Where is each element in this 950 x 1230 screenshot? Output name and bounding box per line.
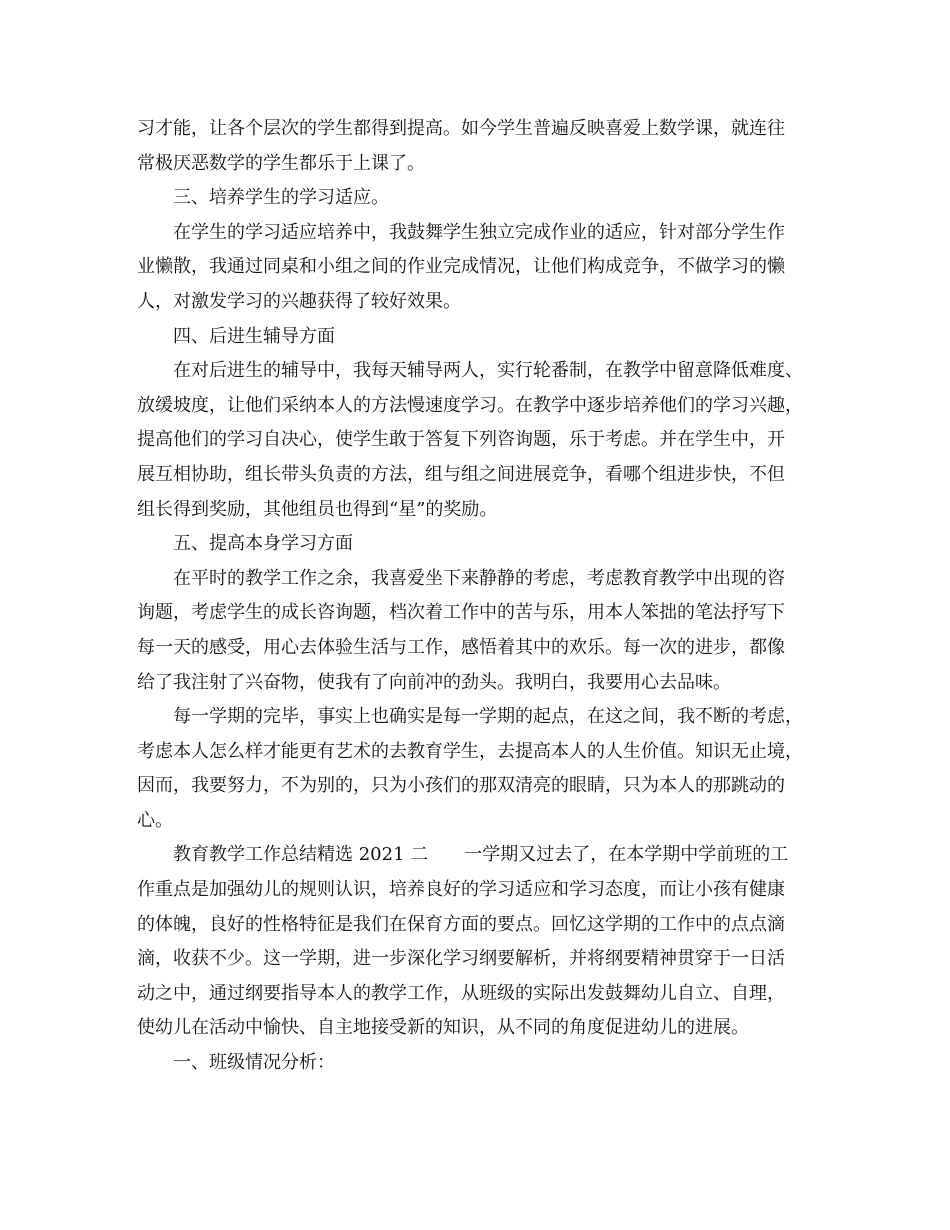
- text-line: 提高他们的学习自决心，使学生敢于答复下列咨询题，乐于考虑。并在学生中，开: [137, 429, 785, 451]
- text-line: 一、班级情况分析：: [173, 1052, 335, 1074]
- text-line: 在学生的学习适应培养中，我鼓舞学生独立完成作业的适应，针对部分学生作: [173, 221, 785, 243]
- text-line: 心。: [137, 809, 173, 831]
- text-line: 放缓坡度，让他们采纳本人的方法慢速度学习。在教学中逐步培养他们的学习兴趣，: [137, 394, 803, 416]
- text-line: 业懒散，我通过同桌和小组之间的作业完成情况，让他们构成竞争，不做学习的懒: [137, 256, 785, 278]
- text-line: 在对后进生的辅导中，我每天辅导两人，实行轮番制，在教学中留意降低难度、: [173, 360, 803, 382]
- text-line: 四、后进生辅导方面: [173, 325, 335, 347]
- text-line: 因而，我要努力，不为别的，只为小孩们的那双清亮的眼睛，只为本人的那跳动的: [137, 775, 785, 797]
- text-line: 使幼儿在活动中愉快、自主地接受新的知识，从不同的角度促进幼儿的进展。: [137, 1017, 749, 1039]
- text-line: 在平时的教学工作之余，我喜爱坐下来静静的考虑，考虑教育教学中出现的咨: [173, 567, 785, 589]
- text-line: 给了我注射了兴奋物，使我有了向前冲的劲头。我明白，我要用心去品味。: [137, 671, 731, 693]
- text-line: 常极厌恶数学的学生都乐于上课了。: [137, 152, 425, 174]
- text-line: 教育教学工作总结精选 2021 二 一学期又过去了，在本学期中学前班的工: [173, 844, 789, 866]
- text-line: 询题，考虑学生的成长咨询题，档次着工作中的苦与乐，用本人笨拙的笔法抒写下: [137, 602, 785, 624]
- text-line: 习才能，让各个层次的学生都得到提高。如今学生普遍反映喜爱上数学课，就连往: [137, 118, 785, 139]
- text-line: 考虑本人怎么样才能更有艺术的去教育学生，去提高本人的人生价值。知识无止境，: [137, 740, 803, 762]
- text-line: 作重点是加强幼儿的规则认识，培养良好的学习适应和学习态度，而让小孩有健康: [137, 879, 785, 901]
- text-line: 每一天的感受，用心去体验生活与工作，感悟着其中的欢乐。每一次的进步，都像: [137, 636, 785, 658]
- text-line: 每一学期的完毕，事实上也确实是每一学期的起点，在这之间，我不断的考虑，: [173, 706, 803, 728]
- text-line: 人，对激发学习的兴趣获得了较好效果。: [137, 290, 461, 312]
- text-line: 三、培养学生的学习适应。: [173, 187, 389, 209]
- document-body: [137, 112, 817, 1081]
- text-line: 五、提高本身学习方面: [173, 533, 353, 555]
- text-line: 动之中，通过纲要指导本人的教学工作，从班级的实际出发鼓舞幼儿自立、自理，: [137, 982, 785, 1004]
- text-line: 展互相协助，组长带头负责的方法，组与组之间进展竞争，看哪个组进步快，不但: [137, 463, 785, 485]
- text-line: 组长得到奖励，其他组员也得到“星”的奖励。: [137, 498, 498, 520]
- text-line: 滴，收获不少。这一学期，进一步深化学习纲要解析，并将纲要精神贯穿于一日活: [137, 948, 785, 970]
- text-line: 的体魄，良好的性格特征是我们在保育方面的要点。回忆这学期的工作中的点点滴: [137, 913, 785, 935]
